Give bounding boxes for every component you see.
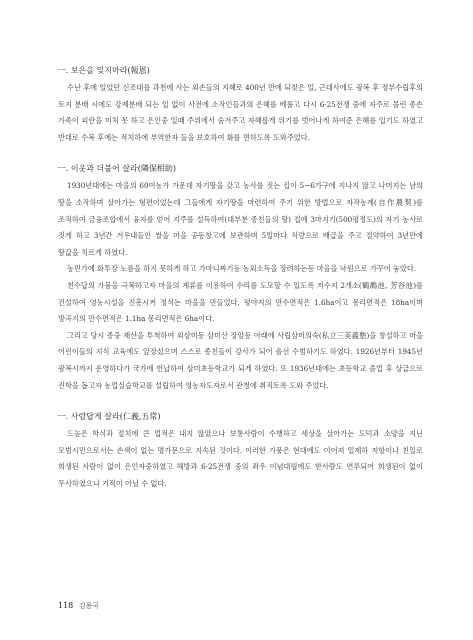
paragraph: 농민가에 화투장 노름을 하지 못하게 하고 가마니짜기등 농외소득을 장려하는등 마을을 낙원으로 가꾸어 놓았다.	[67, 264, 417, 274]
section-humanity	[58, 408, 423, 492]
section-heading: ㅡ. 사람답게 살라(仁義,五常)	[58, 412, 161, 422]
section-heading: ㅡ. 이웃과 더불어 살라(隣保相助)	[58, 164, 176, 174]
section-gratitude	[58, 62, 423, 146]
author-name: 김용국	[78, 602, 100, 610]
paragraph: 1930년대에는 마을의 60여농가 가운데 자기땅을 갖고 농사를 짓는 집이 5~6가구에 지나지 않고 나머지는 남의 땅을 소작하며 살아가는 형편이었는데 그들에게 자기땅을 마련하여 주기 위한 방법으로 자작농계(自作農契)를 조직하여 금융조합에서 융자를 얻어 지주를 설득하여(대부분 종친들의 땅) 집에 3마지기(500평정도)의 자기 농사로 짓게 하고 3년간 겨우내들인 쌀을 마을 공동창고에 보관하며 5일마다 식량으로 배급을 주고 절약하여 3년만에 땅값을 치르게 하였다.	[58, 181, 423, 257]
section-neighbors	[58, 160, 423, 394]
document-body	[58, 62, 423, 506]
paragraph: 천수답의 가뭄을 극복하고자 마을의 계류를 이용하여 수리를 도모할 수 있도록 저수지 2개소(鶴鵲池, 芳谷池)를 건설하여 영농시설을 진흥시켜 정식논 마을을 만들었다. 평야지의 만수면적은 1.6ha이고 몽리면적은 18ha이며 방곡지의 만수면적은 1.1ha 몽리면적은 6ha이다.	[58, 280, 423, 324]
paragraph: 드높은 학식과 절치에 큰 업적은 내지 않았으나 보통사람이 수행하고 세상을 살아가는 도덕과 소양을 지닌 모범시민으로서는 손색이 없는 명가문으로 지속된 것이다. 이러한 가풍은 현대에도 이어져 일제하 저항이나 친일로 희생된 사람이 없이 은인자중하였고 해방과 6·25전쟁 중의 좌우 이념대립에도 한사람도 연루되어 희생된이 없이 무사하였으니 기적이 아닐 수 없다.	[58, 429, 423, 488]
section-heading: ㅡ. 보은을 잊지마라(報恩)	[58, 66, 150, 75]
paragraph: 그리고 당시 종중 재산을 투척하여 외삼미동 삼미산 장암동 아래에 사립삼미의숙(私立三美義塾)을 창설하고 마을 어린이들의 지식 교육에도 앞장섰으며 스스로 종친들이 강사가 되어 솔선 수범하기도 하였다. 1926년부터 1945년 광복시까지 운영하다가 국가에 헌납하여 삼미초등학교가 되게 하였다. 또 1936년대에는 초등학교 졸업 후 상급으로 진학을 돕고자 농업실습학교를 설립하여 영농자도자로서 관청에 취직토록 도와 주었다.	[58, 330, 423, 390]
paragraph: 수난 후에 일었던 신조대를 과천에 사는 외손들의 지혜로 400년 만에 되찾은 일, 근대사에도 광복 후 정부수립후의 토지 분배 시에도 강제분배 되는 일 없이 사전에 소작인들과의 은혜를 베풀고 다시 6·25전쟁 중에 자주로 몰린 종손 가족이 피란을 미처 못 하고 은인중 일때 주위에서 숨겨주고 자혜롭게 위기를 벗어나게 하여준 은혜를 입기도 하였고 반대로 수복 후에는 적치하에 부역한자 들을 보호하여 화를 면하도록 도와주었다.	[58, 83, 423, 142]
page-number: 118	[58, 601, 74, 610]
page-footer	[58, 600, 99, 612]
